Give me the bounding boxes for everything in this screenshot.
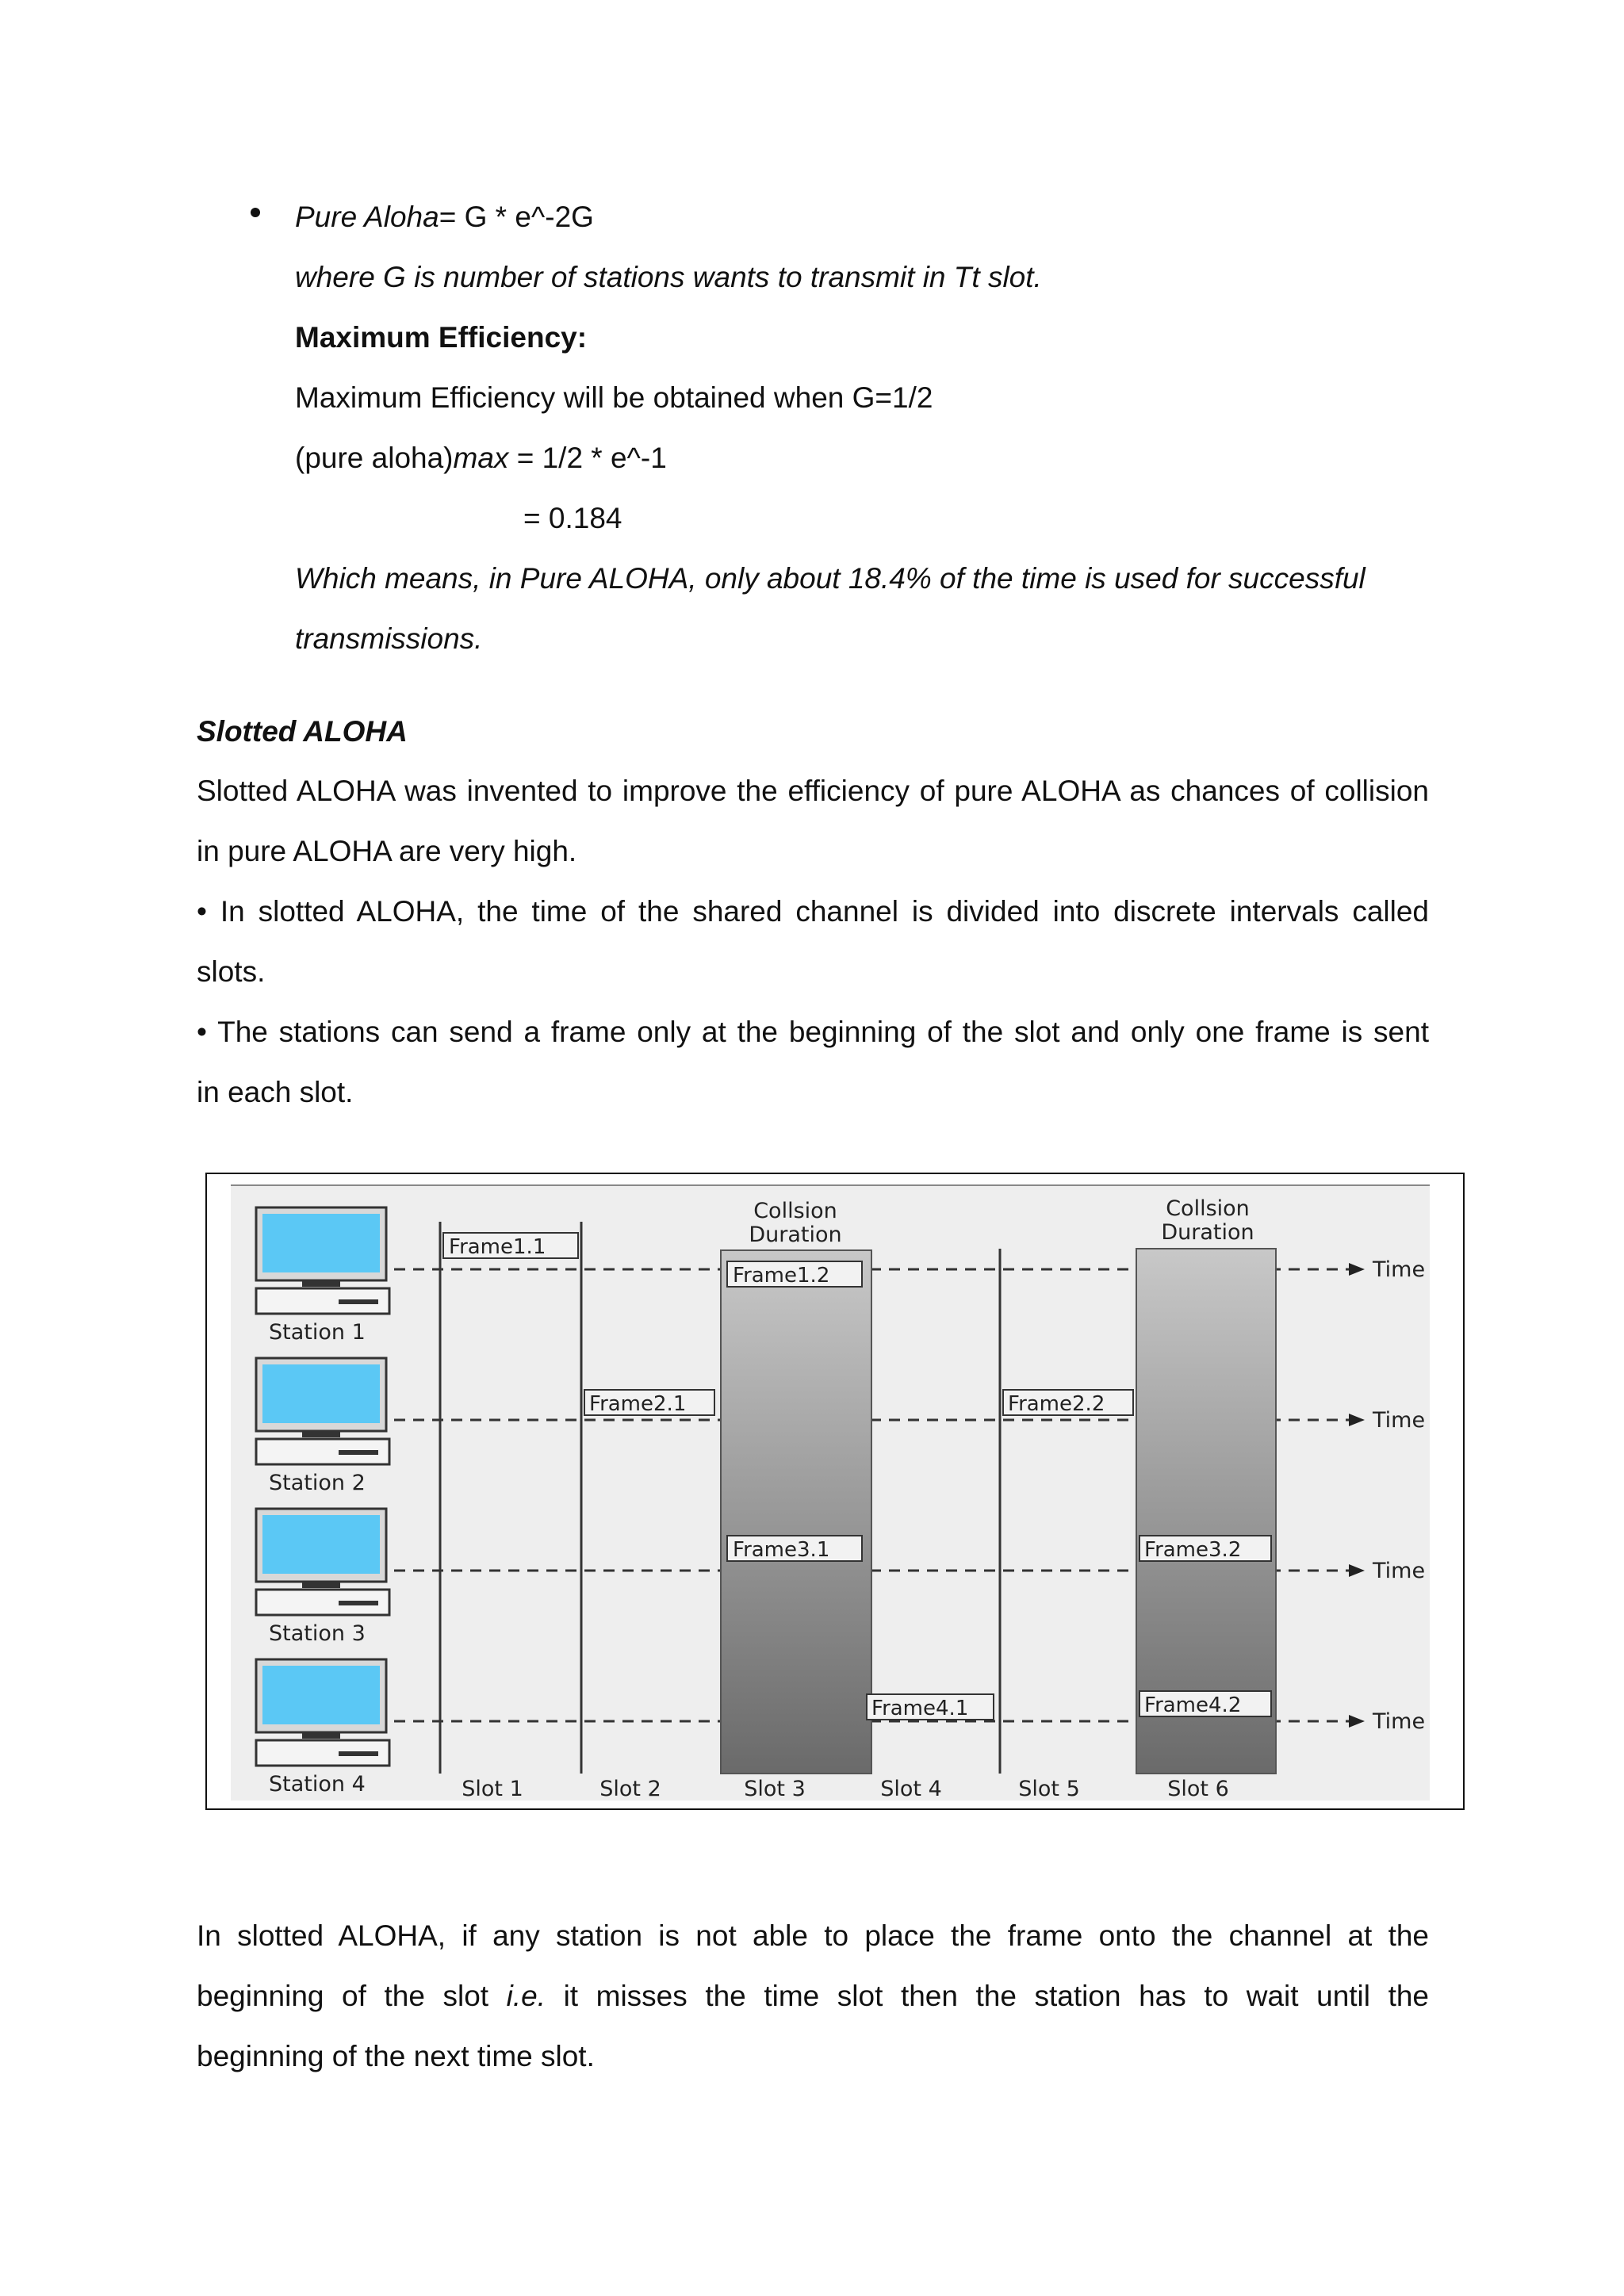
frame-4-2-label: Frame4.2	[1144, 1693, 1242, 1717]
collision-label-1a: Collsion	[753, 1199, 837, 1223]
slot-label-5: Slot 5	[1018, 1777, 1080, 1801]
screen	[262, 1364, 380, 1423]
monitor-stand	[302, 1280, 340, 1287]
frame-3-1-label: Frame3.1	[733, 1538, 830, 1562]
collision-label-2a: Collsion	[1166, 1196, 1250, 1221]
drive-slot	[339, 1299, 378, 1304]
para1-line1: Slotted ALOHA was invented to improve the efficiency of pure ALOHA as chances of collision	[197, 775, 1429, 807]
max-efficiency-line: Maximum Efficiency will be obtained when G=1/2	[295, 381, 933, 414]
time-label: Time	[1373, 1408, 1426, 1433]
collision-label-1b: Duration	[749, 1223, 842, 1247]
max-efficiency-equation: (pure aloha)max = 1/2 * e^-1	[295, 442, 667, 474]
frame-2-2-label: Frame2.2	[1008, 1392, 1105, 1416]
para1-line2: in pure ALOHA are very high.	[197, 835, 577, 867]
slot-label-6: Slot 6	[1167, 1777, 1229, 1801]
bullet2-line1: • The stations can send a frame only at the beginning of the slot and only one frame is sent	[197, 1016, 1429, 1048]
station-label: Station 3	[269, 1621, 366, 1646]
station-label: Station 2	[269, 1471, 366, 1495]
slot-label-4: Slot 4	[880, 1777, 942, 1801]
time-label: Time	[1373, 1559, 1426, 1583]
bullet2-line2: in each slot.	[197, 1076, 354, 1108]
para2-line2: beginning of the slot i.e. it misses the time slot then the station has to wait until the	[197, 1980, 1430, 2012]
pure-aloha-formula: Pure Aloha= G * e^-2G	[295, 201, 594, 233]
max-efficiency-result: = 0.184	[523, 502, 622, 534]
bullet1-line2: slots.	[197, 955, 266, 988]
bullet-dot	[251, 208, 260, 217]
collision-label-2b: Duration	[1161, 1220, 1254, 1245]
frame-1-1-label: Frame1.1	[449, 1235, 546, 1259]
where-clause: where G is number of stations wants to transmit in Tt slot.	[295, 261, 1042, 293]
station-label: Station 4	[269, 1772, 366, 1797]
bullet1-line1: • In slotted ALOHA, the time of the shared channel is divided into discrete intervals called	[197, 895, 1429, 928]
frame-1-2-label: Frame1.2	[733, 1264, 830, 1288]
time-label: Time	[1373, 1709, 1426, 1734]
para2-line1: In slotted ALOHA, if any station is not able to place the frame onto the channel at the	[197, 1919, 1429, 1952]
monitor-stand	[302, 1732, 340, 1739]
time-label: Time	[1373, 1257, 1426, 1282]
para2-line3: beginning of the next time slot.	[197, 2040, 595, 2072]
slot-label-1: Slot 1	[462, 1777, 523, 1801]
screen	[262, 1666, 380, 1724]
drive-slot	[339, 1601, 378, 1605]
monitor-stand	[302, 1431, 340, 1437]
slot-label-3: Slot 3	[744, 1777, 806, 1801]
max-efficiency-heading: Maximum Efficiency:	[295, 321, 588, 354]
screen	[262, 1515, 380, 1574]
station-label: Station 1	[269, 1320, 366, 1345]
screen	[262, 1214, 380, 1272]
frame-3-2-label: Frame3.2	[1144, 1538, 1242, 1562]
drive-slot	[339, 1450, 378, 1455]
meaning-line-1: Which means, in Pure ALOHA, only about 18.4% of the time is used for successful	[295, 562, 1365, 595]
slotted-aloha-heading: Slotted ALOHA	[197, 715, 408, 748]
meaning-line-2: transmissions.	[295, 622, 483, 655]
frame-2-1-label: Frame2.1	[589, 1392, 687, 1416]
slot-label-2: Slot 2	[599, 1777, 661, 1801]
monitor-stand	[302, 1582, 340, 1588]
frame-4-1-label: Frame4.1	[871, 1697, 969, 1720]
slotted-aloha-diagram	[205, 1173, 1465, 1810]
collision-bar-slot3	[721, 1250, 871, 1774]
drive-slot	[339, 1751, 378, 1756]
